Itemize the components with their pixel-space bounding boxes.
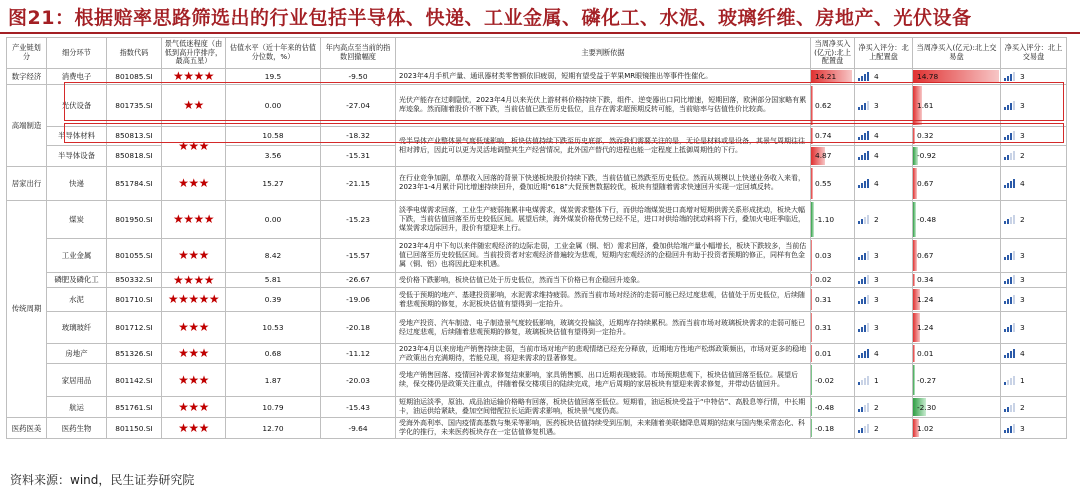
- segment-cell: 磷肥及磷化工: [47, 272, 107, 288]
- north-trade-rank-value: 3: [1020, 250, 1025, 260]
- stars-cell: ★★: [162, 84, 226, 126]
- north-trade-flow-value: -0.27: [917, 375, 937, 385]
- signal-bars-icon: [858, 152, 869, 160]
- chain-cell: 高端制造: [7, 84, 47, 166]
- north-alloc-flow-bar: [811, 365, 812, 395]
- judge-cell: 光伏产能存在过剩隐忧，2023年4月以来光伏上游材料价格持续下跌，组件、逆变器出口同比增速，短期回落，欧洲部分国家略有累库迹象。然而随着股价不断下跌，当前估值已跌至历史低位，且存在需求超预期反转可能，当前赔率与估值性价比较高。: [396, 84, 811, 126]
- code-cell: 801055.SI: [107, 238, 162, 272]
- valuation-cell: 5.81: [226, 272, 321, 288]
- north-trade-rank-value: 4: [1020, 178, 1025, 188]
- north-alloc-flow-value: 14.21: [815, 71, 837, 81]
- signal-bars-icon: [1004, 152, 1015, 160]
- north-alloc-rank-cell: [855, 418, 913, 439]
- drawdown-cell: -15.43: [321, 397, 396, 418]
- north-trade-flow-value: 1.24: [917, 295, 934, 305]
- judge-cell: 2023年4月以来房地产销售持续走弱，当前市场对地产的悲观情绪已经充分释放，近期地方性地产松绑政策频出，市场对更多的稳地产政策出台充满期待，若能兑现，将迎来需求的显著修复。: [396, 344, 811, 364]
- north-alloc-flow-value: 0.31: [815, 295, 832, 305]
- judge-cell: 2023年4月手机产量、通讯器材类零售额依旧疲弱，短期有望受益于苹果MR眼镜推出等事件性催化。: [396, 69, 811, 85]
- north-alloc-flow-cell: [811, 84, 855, 126]
- drawdown-cell: -11.12: [321, 344, 396, 364]
- north-trade-flow-cell: [913, 84, 1001, 126]
- north-alloc-flow-bar: [811, 313, 812, 342]
- judge-cell: 2023年4月中下旬以来伴随宏观经济的边际走弱，工业金属（铜、铝）需求回落，叠加供给端产量小幅增长，板块下跌较多，当前估值已回落至历史较低区间。当前投资者对宏观经济普遍较为悲观，短期内宏观经济的企稳回升有助于投资者预期的修正，同样有色金属（铜、铝）也将因此迎来机遇。: [396, 238, 811, 272]
- segment-cell: 半导体材料: [47, 126, 107, 145]
- stars-cell: ★★★: [162, 344, 226, 364]
- segment-cell: 工业金属: [47, 238, 107, 272]
- north-alloc-rank-value: 3: [874, 100, 879, 110]
- north-alloc-flow-cell: [811, 397, 855, 418]
- north-alloc-rank-value: 1: [874, 375, 879, 385]
- north-trade-rank-value: 3: [1020, 71, 1025, 81]
- north-trade-flow-value: 1.02: [917, 423, 934, 433]
- stars-cell: ★★★★: [162, 69, 226, 85]
- north-alloc-flow-bar: [811, 289, 812, 310]
- code-cell: 850813.SI: [107, 126, 162, 145]
- signal-bars-icon: [858, 216, 869, 224]
- segment-cell: 玻璃玻纤: [47, 312, 107, 344]
- code-cell: 801735.SI: [107, 84, 162, 126]
- table-row: [7, 364, 1067, 397]
- valuation-cell: 12.70: [226, 418, 321, 439]
- judge-cell: 受低于预期的地产、基建投资影响，水泥需求维持疲弱。然而当前市场对经济的走弱可能已经过度悲观，估值处于历史低位，后续随着悲观预期的修复，水泥板块估值有望得到一定抬升。: [396, 288, 811, 312]
- north-trade-rank-value: 3: [1020, 423, 1025, 433]
- north-alloc-flow-value: -1.10: [815, 214, 835, 224]
- north-alloc-rank-value: 4: [874, 131, 879, 141]
- signal-bars-icon: [858, 324, 869, 332]
- north-trade-rank-cell: [1001, 312, 1067, 344]
- table-header-row: [7, 38, 1067, 69]
- north-alloc-flow-value: -0.02: [815, 375, 835, 385]
- north-trade-flow-cell: [913, 312, 1001, 344]
- drawdown-cell: -15.23: [321, 200, 396, 238]
- table-row: [7, 272, 1067, 288]
- valuation-cell: 1.87: [226, 364, 321, 397]
- north-alloc-rank-value: 4: [874, 151, 879, 161]
- code-cell: 801142.SI: [107, 364, 162, 397]
- segment-cell: 航运: [47, 397, 107, 418]
- north-alloc-rank-value: 4: [874, 71, 879, 81]
- north-trade-flow-value: 1.24: [917, 323, 934, 333]
- table-row: [7, 288, 1067, 312]
- north-trade-rank-cell: [1001, 418, 1067, 439]
- north-trade-flow-value: -0.92: [917, 151, 937, 161]
- north-trade-flow-cell: [913, 344, 1001, 364]
- north-alloc-rank-value: 2: [874, 402, 879, 412]
- valuation-cell: 19.5: [226, 69, 321, 85]
- north-alloc-flow-cell: [811, 145, 855, 166]
- north-alloc-flow-value: 0.74: [815, 131, 832, 141]
- north-trade-rank-cell: [1001, 238, 1067, 272]
- valuation-cell: 0.00: [226, 200, 321, 238]
- north-trade-rank-value: 3: [1020, 295, 1025, 305]
- north-alloc-rank-cell: [855, 364, 913, 397]
- north-trade-rank-value: 3: [1020, 100, 1025, 110]
- chain-cell: 数字经济: [7, 69, 47, 85]
- segment-cell: 房地产: [47, 344, 107, 364]
- drawdown-cell: -26.67: [321, 272, 396, 288]
- north-alloc-flow-bar: [811, 419, 812, 437]
- signal-bars-icon: [858, 102, 869, 110]
- valuation-cell: 10.79: [226, 397, 321, 418]
- signal-bars-icon: [858, 276, 869, 284]
- north-alloc-rank-cell: [855, 166, 913, 200]
- stars-cell: ★★★★★: [162, 288, 226, 312]
- north-trade-flow-value: 0.67: [917, 178, 934, 188]
- signal-bars-icon: [1004, 404, 1015, 412]
- header-valuation: 估值水平（近十年来的估值分位数，%）: [226, 38, 321, 69]
- judge-cell: 在行业竞争加剧，单票收入回落的背景下快递板块股价持续下跌，当前估值已然跌至历史低位。然而从规模以上快递业务收入来看，2023年1-4月累计同比增速持续回升，叠加近期“618”大促预售数据较优，板块有望随着需求快速回升实现一定回填反转。: [396, 166, 811, 200]
- code-cell: 801150.SI: [107, 418, 162, 439]
- header-north-trade: 当周净买入(亿元):北上交易盘: [913, 38, 1001, 69]
- judge-cell: 受地产销售回落、疫情回补需求修复结束影响，家具销售额、出口近期表现疲弱。市场预期悲观下，板块估值回落至低位。展望后续，保交楼仍是政策关注重点，伴随着保交楼项目的陆续完成，地产后周期的家居板块有望迎来需求修复，并带动估值回升。: [396, 364, 811, 397]
- signal-bars-icon: [1004, 73, 1015, 81]
- code-cell: 851784.SI: [107, 166, 162, 200]
- north-alloc-flow-cell: [811, 200, 855, 238]
- drawdown-cell: -9.64: [321, 418, 396, 439]
- north-trade-rank-cell: [1001, 200, 1067, 238]
- stars-cell: ★★★: [162, 312, 226, 344]
- north-alloc-rank-value: 2: [874, 214, 879, 224]
- chain-cell: 居家出行: [7, 166, 47, 200]
- signal-bars-icon: [1004, 350, 1015, 358]
- north-trade-rank-cell: [1001, 364, 1067, 397]
- header-segment: 细分环节: [47, 38, 107, 69]
- header-north-alloc-rank: 净买入评分：北上配置盘: [855, 38, 913, 69]
- north-trade-rank-value: 4: [1020, 349, 1025, 359]
- drawdown-cell: -27.04: [321, 84, 396, 126]
- signal-bars-icon: [858, 73, 869, 81]
- table-body: [7, 69, 1067, 439]
- signal-bars-icon: [858, 350, 869, 358]
- signal-bars-icon: [1004, 216, 1015, 224]
- north-alloc-rank-cell: [855, 145, 913, 166]
- table-row: [7, 126, 1067, 145]
- signal-bars-icon: [1004, 252, 1015, 260]
- signal-bars-icon: [858, 296, 869, 304]
- north-trade-flow-cell: [913, 200, 1001, 238]
- figure-title: 图21：根据赔率思路筛选出的行业包括半导体、快递、工业金属、磷化工、水泥、玻璃纤维、房地产、光伏设备: [8, 6, 972, 29]
- segment-cell: 医药生物: [47, 418, 107, 439]
- north-alloc-rank-value: 4: [874, 349, 879, 359]
- header-chain: 产业链划分: [7, 38, 47, 69]
- stars-cell: ★★★: [162, 397, 226, 418]
- north-alloc-flow-cell: [811, 312, 855, 344]
- north-alloc-flow-cell: [811, 364, 855, 397]
- north-trade-flow-cell: [913, 126, 1001, 145]
- valuation-cell: 0.68: [226, 344, 321, 364]
- north-trade-rank-cell: [1001, 288, 1067, 312]
- north-alloc-flow-cell: [811, 344, 855, 364]
- north-alloc-rank-value: 4: [874, 178, 879, 188]
- valuation-cell: 8.42: [226, 238, 321, 272]
- signal-bars-icon: [858, 252, 869, 260]
- north-alloc-flow-cell: [811, 126, 855, 145]
- table-row: [7, 166, 1067, 200]
- north-alloc-flow-value: 0.62: [815, 100, 832, 110]
- north-trade-flow-cell: [913, 397, 1001, 418]
- valuation-cell: 10.53: [226, 312, 321, 344]
- north-trade-rank-value: 1: [1020, 375, 1025, 385]
- north-trade-flow-value: 1.61: [917, 100, 934, 110]
- north-trade-flow-value: 0.32: [917, 131, 934, 141]
- north-trade-flow-cell: [913, 272, 1001, 288]
- table-row: [7, 84, 1067, 126]
- north-trade-flow-cell: [913, 418, 1001, 439]
- north-alloc-flow-value: 4.87: [815, 151, 832, 161]
- north-alloc-rank-cell: [855, 344, 913, 364]
- segment-cell: 水泥: [47, 288, 107, 312]
- north-alloc-flow-value: -0.18: [815, 423, 835, 433]
- north-alloc-rank-cell: [855, 238, 913, 272]
- north-trade-rank-cell: [1001, 69, 1067, 85]
- north-trade-flow-cell: [913, 364, 1001, 397]
- north-trade-flow-value: 0.67: [917, 250, 934, 260]
- north-alloc-rank-cell: [855, 312, 913, 344]
- code-cell: 801950.SI: [107, 200, 162, 238]
- north-alloc-rank-value: 2: [874, 423, 879, 433]
- north-trade-rank-value: 2: [1020, 402, 1025, 412]
- table-row: [7, 238, 1067, 272]
- north-alloc-flow-value: 0.01: [815, 349, 832, 359]
- valuation-cell: 3.56: [226, 145, 321, 166]
- code-cell: 801710.SI: [107, 288, 162, 312]
- judge-cell: 受半导体产业整体景气度低迷影响，板块估值持续下跌至历史底部，然而我们需要关注的是，无论是材料或是设备，其景气周期往往相对滞后，因此可以更为灵活地调整其生产经营情况，此外国产替代的进程也能一定程度上抵御周期性的下行。: [396, 126, 811, 166]
- signal-bars-icon: [858, 404, 869, 412]
- north-alloc-flow-cell: [811, 418, 855, 439]
- north-trade-flow-value: -0.48: [917, 214, 937, 224]
- chain-cell: 医药医美: [7, 418, 47, 439]
- signal-bars-icon: [1004, 324, 1015, 332]
- segment-cell: 煤炭: [47, 200, 107, 238]
- stars-cell: ★★★★: [162, 200, 226, 238]
- signal-bars-icon: [1004, 377, 1015, 385]
- north-alloc-flow-value: 0.02: [815, 275, 832, 285]
- north-alloc-flow-bar: [811, 274, 812, 287]
- north-trade-rank-cell: [1001, 272, 1067, 288]
- code-cell: 801085.SI: [107, 69, 162, 85]
- table-row: [7, 69, 1067, 85]
- north-trade-flow-value: 0.34: [917, 275, 934, 285]
- drawdown-cell: -9.50: [321, 69, 396, 85]
- north-trade-rank-value: 3: [1020, 131, 1025, 141]
- stars-cell: ★★★: [162, 126, 226, 166]
- north-trade-flow-cell: [913, 238, 1001, 272]
- drawdown-cell: -20.18: [321, 312, 396, 344]
- judge-cell: 受海外高利率、国内疫情高基数与集采等影响，医药板块估值持续受到压制，未来随着美联储降息周期的结束与国内集采常态化、科学化的推行，未来医药板块存在一定估值修复机遇。: [396, 418, 811, 439]
- north-alloc-rank-cell: [855, 69, 913, 85]
- title-bar: [0, 0, 1080, 34]
- north-trade-rank-cell: [1001, 145, 1067, 166]
- north-trade-flow-cell: [913, 288, 1001, 312]
- header-drawdown: 年内高点至当前的指数回撤幅度: [321, 38, 396, 69]
- valuation-cell: 0.39: [226, 288, 321, 312]
- north-alloc-flow-value: -0.48: [815, 402, 835, 412]
- north-alloc-rank-cell: [855, 397, 913, 418]
- north-alloc-rank-value: 3: [874, 275, 879, 285]
- header-judge: 主要判断依据: [396, 38, 811, 69]
- segment-cell: 家居用品: [47, 364, 107, 397]
- signal-bars-icon: [858, 132, 869, 140]
- north-trade-flow-cell: [913, 166, 1001, 200]
- north-alloc-flow-bar: [811, 240, 812, 271]
- judge-cell: 短期油运淡季，原油、成品油运输价格略有回落，板块估值回落至低位。短期看，油运板块受益于“中特估”、高股息等行情，中长期卡，油运供给紧缺，叠加空间错配拉长运距需求影响，板块景气度仍高。: [396, 397, 811, 418]
- judge-cell: 受价格下跌影响，板块估值已处于历史低位，然而当下价格已有企稳回升迹象。: [396, 272, 811, 288]
- north-alloc-rank-cell: [855, 126, 913, 145]
- table-row: [7, 344, 1067, 364]
- north-alloc-flow-bar: [811, 345, 812, 362]
- north-alloc-flow-value: 0.03: [815, 250, 832, 260]
- code-cell: 851326.SI: [107, 344, 162, 364]
- code-cell: 850332.SI: [107, 272, 162, 288]
- valuation-cell: 0.00: [226, 84, 321, 126]
- signal-bars-icon: [858, 377, 869, 385]
- table-row: [7, 418, 1067, 439]
- signal-bars-icon: [1004, 132, 1015, 140]
- signal-bars-icon: [1004, 180, 1015, 188]
- segment-cell: 快递: [47, 166, 107, 200]
- north-trade-rank-value: 2: [1020, 151, 1025, 161]
- judge-cell: 淡季电煤需求回落，工业生产疲弱拖累非电煤需求，煤炭需求整体下行，而供给端煤炭进口高增对短期供需关系形成扰动，板块大幅下跌，当前估值回落至历史较低区间。展望后续，海外煤炭价格优势已经不足，进口对供给端的扰动料将下行，叠加火电旺季临近，煤炭需求边际回升，股价有望迎来上行。: [396, 200, 811, 238]
- stars-cell: ★★★: [162, 418, 226, 439]
- north-trade-rank-cell: [1001, 397, 1067, 418]
- signal-bars-icon: [1004, 296, 1015, 304]
- north-trade-rank-cell: [1001, 344, 1067, 364]
- header-code: 指数代码: [107, 38, 162, 69]
- table-row: [7, 312, 1067, 344]
- north-trade-rank-value: 3: [1020, 275, 1025, 285]
- north-alloc-flow-value: 0.31: [815, 323, 832, 333]
- north-alloc-rank-value: 3: [874, 250, 879, 260]
- drawdown-cell: -15.57: [321, 238, 396, 272]
- north-alloc-rank-cell: [855, 288, 913, 312]
- north-alloc-flow-value: 0.55: [815, 178, 832, 188]
- north-alloc-flow-cell: [811, 288, 855, 312]
- chain-cell: 传统周期: [7, 200, 47, 418]
- valuation-cell: 10.58: [226, 126, 321, 145]
- signal-bars-icon: [1004, 276, 1015, 284]
- code-cell: 850818.SI: [107, 145, 162, 166]
- north-alloc-rank-value: 3: [874, 295, 879, 305]
- north-trade-flow-value: 0.01: [917, 349, 934, 359]
- north-alloc-rank-cell: [855, 200, 913, 238]
- north-trade-flow-value: 14.78: [917, 71, 939, 81]
- segment-cell: 消费电子: [47, 69, 107, 85]
- valuation-cell: 15.27: [226, 166, 321, 200]
- north-alloc-flow-cell: [811, 238, 855, 272]
- stars-cell: ★★★: [162, 238, 226, 272]
- header-north-alloc: 当周净买入(亿元):北上配置盘: [811, 38, 855, 69]
- north-alloc-rank-cell: [855, 84, 913, 126]
- north-alloc-flow-cell: [811, 69, 855, 85]
- industry-screening-table: [6, 37, 1067, 439]
- drawdown-cell: -18.32: [321, 126, 396, 145]
- header-stars: 景气低迷程度（由低到高升序排序，最高五星）: [162, 38, 226, 69]
- judge-cell: 受地产投资、汽车制造、电子制造景气度较低影响，玻璃交投偏淡，近期库存持续累积。然而当前市场对玻璃板块需求的走弱可能已经过度悲观，后续随着悲观预期的修复，玻璃板块估值有望得到一定抬升。: [396, 312, 811, 344]
- stars-cell: ★★★: [162, 166, 226, 200]
- north-trade-flow-cell: [913, 145, 1001, 166]
- table-row: [7, 397, 1067, 418]
- north-alloc-flow-cell: [811, 166, 855, 200]
- north-alloc-rank-cell: [855, 272, 913, 288]
- drawdown-cell: -20.03: [321, 364, 396, 397]
- north-trade-rank-value: 2: [1020, 214, 1025, 224]
- drawdown-cell: -15.31: [321, 145, 396, 166]
- drawdown-cell: -21.15: [321, 166, 396, 200]
- stars-cell: ★★★★: [162, 272, 226, 288]
- segment-cell: 光伏设备: [47, 84, 107, 126]
- drawdown-cell: -19.06: [321, 288, 396, 312]
- header-north-trade-rank: 净买入评分：北上交易盘: [1001, 38, 1067, 69]
- north-trade-flow-cell: [913, 69, 1001, 85]
- north-trade-rank-cell: [1001, 126, 1067, 145]
- signal-bars-icon: [1004, 102, 1015, 110]
- signal-bars-icon: [858, 180, 869, 188]
- segment-cell: 半导体设备: [47, 145, 107, 166]
- north-trade-rank-cell: [1001, 166, 1067, 200]
- table-row: [7, 200, 1067, 238]
- code-cell: 851761.SI: [107, 397, 162, 418]
- signal-bars-icon: [858, 425, 869, 433]
- north-trade-rank-value: 3: [1020, 323, 1025, 333]
- north-alloc-flow-cell: [811, 272, 855, 288]
- north-trade-rank-cell: [1001, 84, 1067, 126]
- stars-cell: ★★★: [162, 364, 226, 397]
- source-note: 资料来源：wind，民生证券研究院: [10, 473, 195, 487]
- code-cell: 801712.SI: [107, 312, 162, 344]
- signal-bars-icon: [1004, 425, 1015, 433]
- north-alloc-rank-value: 3: [874, 323, 879, 333]
- north-trade-flow-value: -2.30: [917, 402, 937, 412]
